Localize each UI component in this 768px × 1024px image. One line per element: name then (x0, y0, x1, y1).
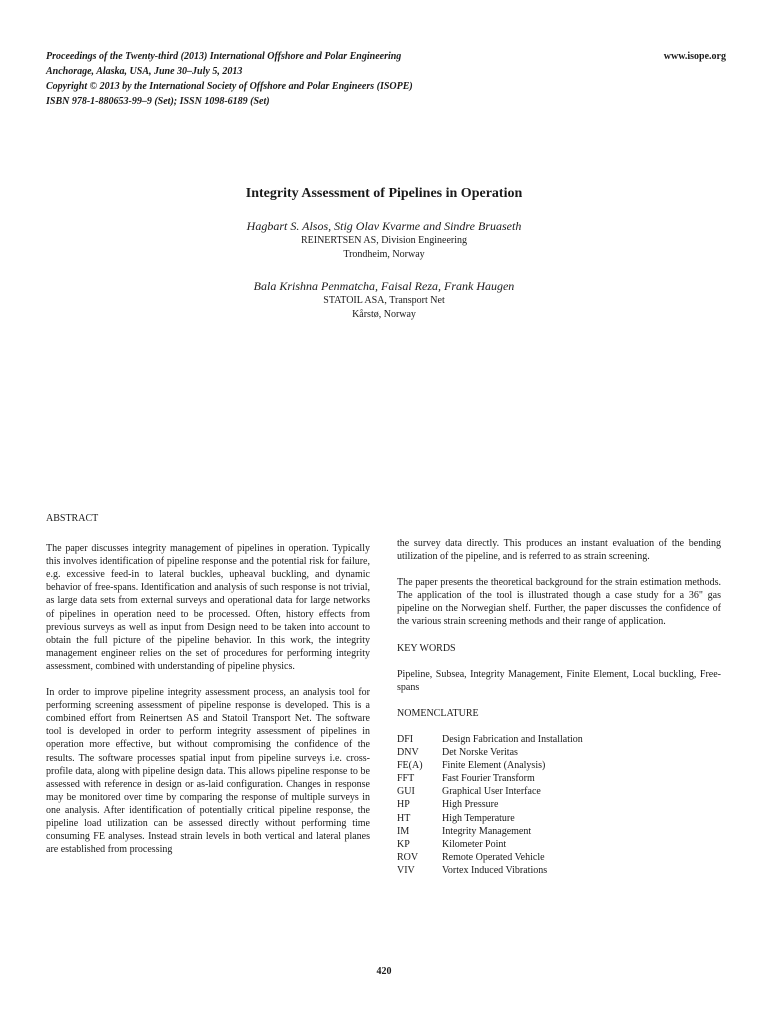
title-block (0, 184, 768, 322)
paper-title: Integrity Assessment of Pipelines in Operation (245, 186, 523, 201)
authors-2: Bala Krishna Penmatcha, Faisal Reza, Frank Haugen (253, 279, 515, 293)
nomenclature-abbr: HT (397, 812, 411, 824)
nomenclature-heading: NOMENCLATURE (397, 707, 479, 719)
nomenclature-row (397, 838, 721, 851)
left-column (46, 512, 370, 856)
nomenclature-abbr: VIV (397, 864, 415, 876)
header-line-conference: Proceedings of the Twenty-third (2013) International Offshore and Polar Engineering (46, 51, 402, 62)
location-1: Trondheim, Norway (343, 249, 425, 260)
nomenclature-row (397, 785, 721, 798)
nomenclature-abbr: FFT (397, 773, 415, 785)
abstract-paragraph-4: The paper presents the theoretical background for the strain estimation methods. The application of the tool is illustrated though a case study for a 36" gas pipeline on the Norwegian shelf. Further, the paper discusses the confidence of the various strain screening methods and their range of application. (397, 577, 721, 628)
nomenclature-row (397, 812, 721, 825)
abstract-paragraph-1: The paper discusses integrity management of pipelines in operation. Typically this involves identification of pipeline response and the potential risk for failure, e.g. excessive feed-in to lateral buckles, upheaval buckling, and dynamic behavior of free-spans. Identification and analysis of such response is not trivial, as large data sets from external surveys and operational data for large networks of pipelines in operation need to be processed. Often, history effects from previous surveys as well as input from Design need to be taken into account to obtain the full picture of the pipeline behavior. In this work, the integrity management engineer relies on the set of procedures for performing integrity assessment, combined with understanding of pipeline physics. (46, 543, 370, 672)
keywords-text: Pipeline, Subsea, Integrity Management, Finite Element, Local buckling, Free-spans (397, 668, 721, 693)
nomenclature-row (397, 759, 721, 772)
nomenclature-definition: Graphical User Interface (442, 786, 541, 798)
nomenclature-row (397, 851, 721, 864)
abstract-heading: ABSTRACT (46, 513, 99, 524)
header-line-isbn: ISBN 978-1-880653-99–9 (Set); ISSN 1098-6189 (Set) (46, 96, 270, 107)
nomenclature-list (397, 733, 721, 877)
nomenclature-definition: Det Norske Veritas (442, 747, 518, 759)
nomenclature-abbr: HP (397, 799, 410, 811)
nomenclature-definition: Finite Element (Analysis) (442, 760, 546, 772)
location-2: Kårstø, Norway (352, 309, 416, 320)
page-number: 420 (376, 966, 392, 977)
nomenclature-definition: High Temperature (442, 812, 515, 824)
nomenclature-definition: Design Fabrication and Installation (442, 733, 583, 745)
affiliation-2: STATOIL ASA, Transport Net (323, 295, 445, 306)
keywords-heading: KEY WORDS (397, 642, 456, 654)
right-column (397, 537, 721, 877)
nomenclature-row (397, 746, 721, 759)
nomenclature-definition: Fast Fourier Transform (442, 773, 535, 785)
proceedings-header (46, 49, 726, 109)
affiliation-1: REINERTSEN AS, Division Engineering (300, 235, 468, 246)
nomenclature-row (397, 772, 721, 785)
abstract-paragraph-2: In order to improve pipeline integrity assessment process, an analysis tool for performing screening assessment of pipeline response is developed. This is a combined effort from Reinertsen AS and Statoil Transport Net. The software tool is developed in order to perform integrity assessment of pipelines in operation more effective, but without compromising the confidence of the results. The software processes spatial input from pipeline surveys i.e. cross-profile data, along with pipeline design data. This allows pipeline response to be assessed with reference in design or as-laid configuration. Changes in response may be monitored over time by comparing the response of multiple surveys in one analysis. After identification of potentially critical pipeline response, the pipeline load utilization can be assessed directly without performing time consuming FE analyses. Instead strain levels in both vertical and lateral planes are established from processing (46, 687, 370, 856)
nomenclature-definition: Remote Operated Vehicle (442, 851, 545, 863)
nomenclature-abbr: KP (397, 838, 410, 850)
header-line-copyright: Copyright © 2013 by the International Society of Offshore and Polar Engineers (ISOPE) (46, 81, 413, 92)
nomenclature-abbr: DNV (397, 747, 419, 759)
nomenclature-row (397, 798, 721, 811)
nomenclature-definition: Vortex Induced Vibrations (442, 864, 548, 876)
nomenclature-abbr: GUI (397, 786, 415, 798)
nomenclature-abbr: FE(A) (397, 760, 423, 772)
authors-1: Hagbart S. Alsos, Stig Olav Kvarme and Sindre Bruaseth (246, 219, 522, 233)
abstract-paragraph-3: the survey data directly. This produces an instant evaluation of the bending utilization of the pipeline, and is referred to as strain screening. (397, 538, 721, 563)
author-group-2 (0, 278, 768, 322)
nomenclature-row (397, 825, 721, 838)
nomenclature-definition: Kilometer Point (442, 838, 507, 850)
nomenclature-definition: Integrity Management (442, 825, 532, 837)
nomenclature-abbr: IM (397, 825, 410, 837)
website-link[interactable]: www.isope.org (663, 51, 726, 62)
nomenclature-row (397, 733, 721, 746)
author-group-1 (0, 218, 768, 262)
nomenclature-row (397, 864, 721, 877)
nomenclature-definition: High Pressure (442, 799, 499, 811)
header-line-location: Anchorage, Alaska, USA, June 30–July 5, 2013 (46, 66, 243, 77)
nomenclature-abbr: ROV (397, 851, 419, 863)
nomenclature-abbr: DFI (397, 733, 414, 745)
